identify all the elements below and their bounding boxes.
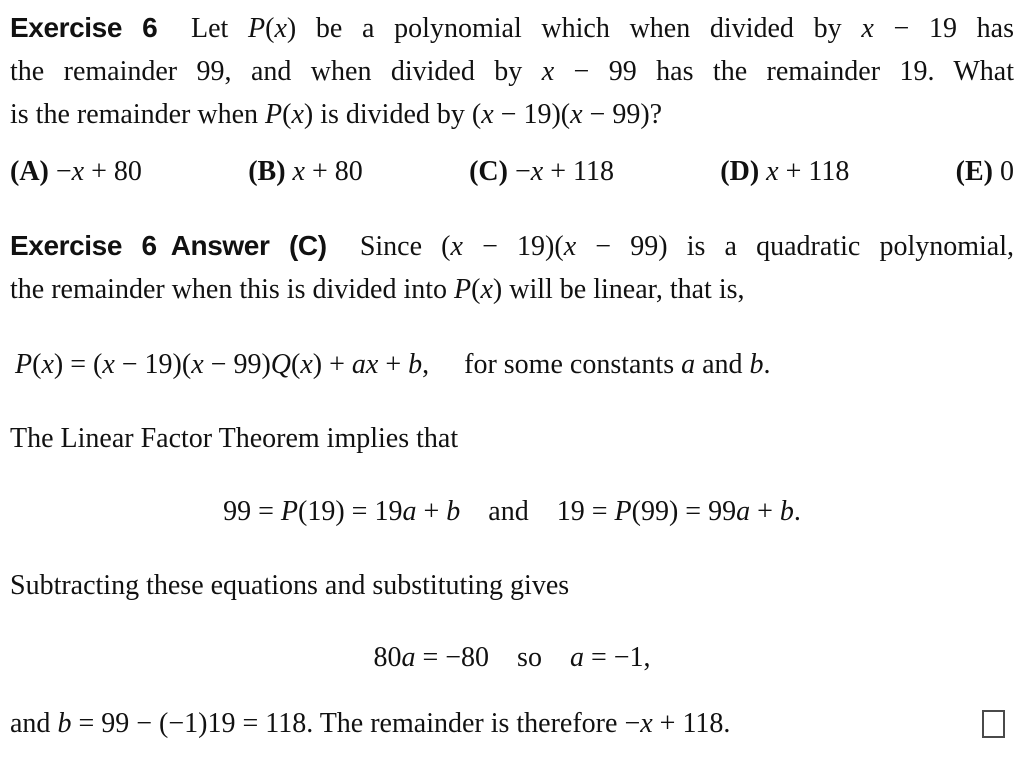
text-segment: ax	[351, 349, 379, 380]
text-segment: b	[408, 349, 423, 380]
text-segment: +	[750, 496, 780, 527]
solution-block	[10, 224, 1014, 745]
text-segment: 19 =	[556, 496, 615, 527]
text-segment: for some constants	[464, 349, 682, 380]
text-segment: and	[460, 496, 557, 527]
text-segment	[157, 231, 171, 262]
choice-e	[956, 150, 1014, 193]
text-segment	[429, 349, 464, 380]
text-segment: − 19 has	[873, 13, 1014, 44]
text-segment: − 19)(	[462, 231, 564, 262]
text-segment: The Linear Factor Theorem implies that	[10, 423, 459, 454]
text-segment: P	[248, 13, 266, 44]
text-segment: P	[280, 496, 299, 527]
conclusion-text	[10, 702, 730, 745]
text-segment: + 80	[84, 156, 142, 187]
text-segment: Let	[157, 13, 249, 44]
text-segment: the remainder 99, and when divided by	[10, 56, 542, 87]
answer-choices-row	[10, 150, 1014, 193]
text-segment: − 19)(	[493, 99, 571, 130]
text-segment: a	[401, 642, 416, 673]
solution-intro-line-2	[10, 268, 1014, 311]
conclusion-row	[10, 702, 1014, 745]
text-segment: .	[793, 496, 801, 527]
text-segment: P	[454, 274, 472, 305]
problem-statement-line-2	[10, 50, 1014, 93]
linear-factor-theorem-line	[10, 417, 1014, 460]
text-segment: x	[766, 156, 779, 187]
text-segment: a	[681, 349, 696, 380]
choice-b	[248, 150, 363, 193]
document-page	[10, 6, 1014, 745]
equation-solve-a	[10, 636, 1014, 679]
text-segment: P	[15, 349, 33, 380]
text-segment: 0	[993, 156, 1014, 187]
text-segment: (E)	[955, 156, 993, 187]
problem-statement-line-3	[10, 93, 1014, 136]
text-segment: x	[191, 349, 204, 380]
choice-d	[720, 150, 849, 193]
text-segment: b	[749, 349, 764, 380]
text-segment: x	[292, 156, 305, 187]
text-segment: a	[736, 496, 751, 527]
text-segment: (C)	[469, 156, 508, 187]
text-segment: x	[102, 349, 115, 380]
text-segment: Exercise 6	[10, 230, 157, 261]
text-segment: a	[402, 496, 417, 527]
text-segment: + 80	[304, 156, 363, 187]
choice-a	[10, 150, 142, 193]
subtracting-line	[10, 564, 1014, 607]
text-segment: so	[489, 642, 570, 673]
solution-intro-line-1	[10, 224, 1014, 268]
text-segment: and	[10, 708, 58, 739]
text-segment: − 99 has the remainder 19. What	[554, 56, 1014, 87]
text-segment: x	[274, 13, 287, 44]
text-segment: (	[282, 99, 292, 130]
text-segment: P	[614, 496, 632, 527]
text-segment: x	[71, 156, 85, 187]
text-segment: (	[32, 349, 42, 380]
text-segment: a	[569, 642, 584, 673]
text-segment: + 118.	[652, 708, 731, 739]
text-segment: (D)	[720, 156, 760, 187]
text-segment: −	[507, 156, 531, 187]
text-segment: Exercise 6	[10, 12, 158, 43]
text-segment: x	[563, 231, 577, 262]
text-segment: (	[471, 274, 481, 305]
text-segment: (	[265, 13, 275, 44]
text-segment: P	[265, 99, 283, 130]
problem-block	[10, 6, 1014, 193]
text-segment: b	[446, 496, 461, 527]
text-segment: x	[450, 231, 463, 262]
text-segment: (19) = 19	[298, 496, 403, 527]
text-segment: Since (	[326, 231, 451, 262]
text-segment: ) will be linear, that is,	[492, 274, 745, 305]
text-segment: Answer (C)	[170, 230, 327, 261]
qed-icon	[982, 710, 1005, 738]
text-segment: x	[481, 99, 494, 130]
text-segment: x	[530, 156, 544, 187]
text-segment: x	[570, 99, 583, 130]
text-segment: x	[291, 99, 304, 130]
text-segment: − 99)	[203, 349, 271, 380]
text-segment: and	[695, 349, 750, 380]
text-segment: b	[779, 496, 794, 527]
text-segment: 99 =	[223, 496, 281, 527]
text-segment: + 118	[543, 156, 614, 187]
text-segment: x	[480, 274, 493, 305]
text-segment: −	[48, 156, 72, 187]
text-segment: .	[763, 349, 771, 380]
text-segment: x	[861, 13, 874, 44]
text-segment: +	[378, 349, 409, 380]
text-segment: the remainder when this is divided into	[10, 274, 455, 305]
text-segment: = −80	[415, 642, 490, 673]
text-segment: − 99)?	[582, 99, 663, 130]
text-segment: ) be a polynomial which when divided by	[286, 13, 862, 44]
choice-c	[469, 150, 614, 193]
equation-plugged-values	[10, 490, 1014, 533]
text-segment: Subtracting these equations and substituting gives	[10, 570, 570, 601]
text-segment: ) is divided by (	[303, 99, 482, 130]
text-segment: (A)	[10, 156, 49, 187]
text-segment: (99) = 99	[631, 496, 737, 527]
text-segment: b	[57, 708, 72, 739]
text-segment: − 99) is a quadratic polynomial,	[576, 231, 1014, 262]
text-segment: (B)	[248, 156, 286, 187]
text-segment: − 19)(	[114, 349, 192, 380]
text-segment: (	[291, 349, 301, 380]
text-segment: +	[416, 496, 447, 527]
text-segment: x	[541, 56, 555, 87]
text-segment: = −1,	[583, 642, 651, 673]
text-segment: x	[300, 349, 313, 380]
text-segment	[286, 156, 293, 187]
text-segment: is the remainder when	[10, 99, 266, 130]
text-segment: 80	[373, 642, 402, 673]
text-segment: ) = (	[53, 349, 103, 380]
text-segment: x	[640, 708, 653, 739]
problem-statement-line-1	[10, 6, 1014, 50]
text-segment: ,	[422, 349, 430, 380]
text-segment: x	[41, 349, 54, 380]
text-segment: + 118	[778, 156, 850, 187]
text-segment: = 99 − (−1)19 = 118. The remainder is therefore −	[71, 708, 641, 739]
text-segment: Q	[270, 349, 292, 380]
text-segment: ) +	[312, 349, 352, 380]
equation-remainder-form	[10, 343, 1014, 386]
